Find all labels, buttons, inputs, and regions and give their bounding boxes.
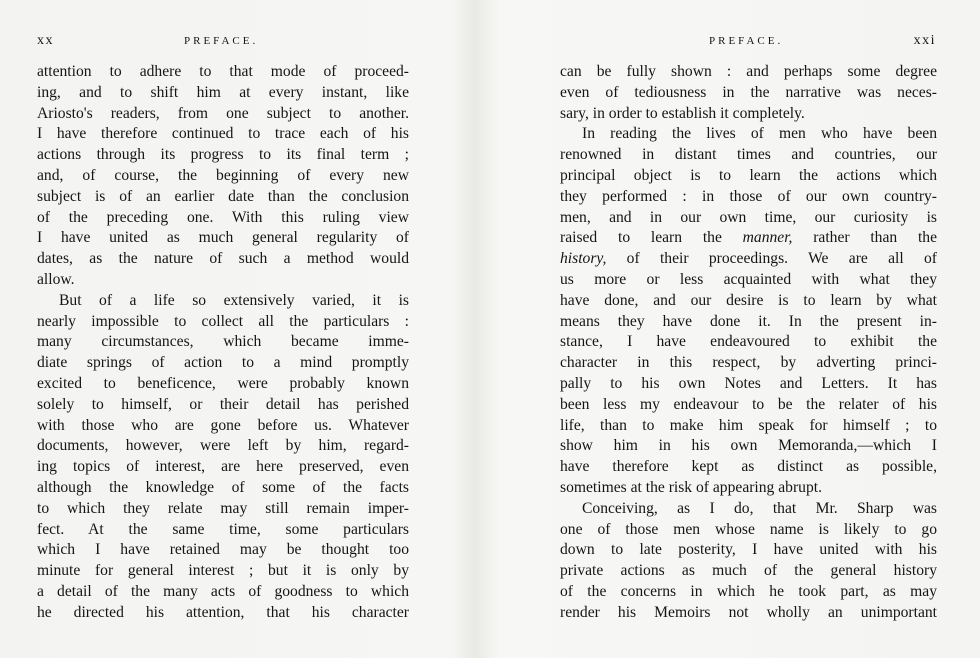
left-text-block (37, 62, 409, 624)
text-line: character in this respect, by adverting princi- (560, 354, 937, 372)
left-running-head (37, 33, 409, 53)
text-line: Ariosto's readers, from one subject to another. (37, 104, 409, 122)
italic-word: manner, (742, 229, 793, 247)
text-line (560, 249, 937, 270)
left-page-number: xx (37, 33, 54, 48)
text-line: excited to beneficence, were probably known (37, 374, 409, 392)
text-line: render his Memoirs not wholly an unimportant (560, 603, 937, 621)
text-line: minute for general interest ; but it is only by (37, 562, 409, 580)
text-line: pally to his own Notes and Letters. It has (560, 374, 937, 392)
text-line: with those who are gone before us. Whatever (37, 416, 409, 434)
text-line: sometimes at the risk of appearing abrupt. (560, 478, 822, 496)
text-line: many circumstances, which became imme- (37, 333, 409, 351)
text-line: Conceiving, as I do, that Mr. Sharp was (582, 499, 937, 517)
text-line: have done, and our desire is to learn by what (560, 291, 937, 309)
text-line: stance, I have endeavoured to exhibit the (560, 333, 937, 351)
text-line: ing topics of interest, are here preserved, even (37, 458, 409, 476)
text-line: sary, in order to establish it completely. (560, 104, 805, 122)
text-line: solely to himself, or their detail has perished (37, 395, 409, 413)
text-segment: rather than the (792, 229, 937, 247)
text-line: But of a life so extensively varied, it is (59, 291, 409, 309)
text-line: men, and in our own time, our curiosity is (560, 208, 937, 226)
text-line: actions through its progress to its final term ; (37, 146, 409, 164)
text-line: of the preceding one. With this ruling view (37, 208, 409, 226)
right-text-block (560, 62, 937, 624)
text-line: down to late posterity, I have united with his (560, 541, 937, 559)
left-page (0, 0, 470, 658)
text-line: I have united as much general regularity of (37, 229, 409, 247)
text-line: fect. At the same time, some particulars (37, 520, 409, 538)
text-line: us more or less acquainted with what they (560, 270, 937, 288)
text-line: subject is of an earlier date than the conclusion (37, 187, 409, 205)
text-segment: of their proceedings. We are all of (606, 250, 937, 268)
right-running-head (560, 33, 936, 53)
text-line: dates, as the nature of such a method would (37, 250, 409, 268)
text-segment: raised to learn the (560, 229, 722, 247)
text-line: I have therefore continued to trace each of his (37, 125, 409, 143)
right-running-title: PREFACE. (709, 35, 784, 47)
text-line: to which they relate may still remain imper- (37, 499, 409, 517)
left-running-title: PREFACE. (184, 35, 259, 47)
text-line: attention to adhere to that mode of proceed- (37, 63, 409, 80)
text-line: In reading the lives of men who have been (582, 125, 937, 143)
text-line: diate springs of action to a mind promptly (37, 354, 409, 372)
text-line: nearly impossible to collect all the particulars : (37, 312, 409, 330)
text-line: life, than to make him speak for himself ; to (560, 416, 937, 434)
text-line: and, of course, the beginning of every new (37, 166, 409, 184)
text-line: ing, and to shift him at every instant, like (37, 83, 409, 101)
text-line: renowned in distant times and countries, our (560, 146, 937, 164)
text-line (560, 228, 937, 249)
text-line: allow. (37, 270, 75, 288)
text-line: have therefore kept as distinct as possible, (560, 458, 937, 476)
text-line: private actions as much of the general history (560, 562, 937, 580)
text-line: show him in his own Memoranda,—which I (560, 437, 937, 455)
text-line: which I have retained may be thought too (37, 541, 409, 559)
text-line: one of those men whose name is likely to go (560, 520, 937, 538)
text-line: means they have done it. In the present in- (560, 312, 937, 330)
text-line: documents, however, were left by him, regard- (37, 437, 409, 455)
text-line: principal object is to learn the actions which (560, 166, 937, 184)
text-line: of the concerns in which he took part, as may (560, 582, 937, 600)
right-page-number: xxi (913, 33, 936, 48)
right-page (490, 0, 980, 658)
italic-word: history, (560, 250, 607, 268)
text-line: they performed : in those of our own country- (560, 187, 937, 205)
text-line: he directed his attention, that his character (37, 603, 409, 621)
text-line: even of tediousness in the narrative was neces- (560, 83, 937, 101)
text-line: been less my endeavour to be the relater of his (560, 395, 937, 413)
text-line: can be fully shown : and perhaps some degree (560, 63, 937, 80)
text-line: although the knowledge of some of the facts (37, 478, 409, 496)
text-line: a detail of the many acts of goodness to which (37, 582, 409, 600)
